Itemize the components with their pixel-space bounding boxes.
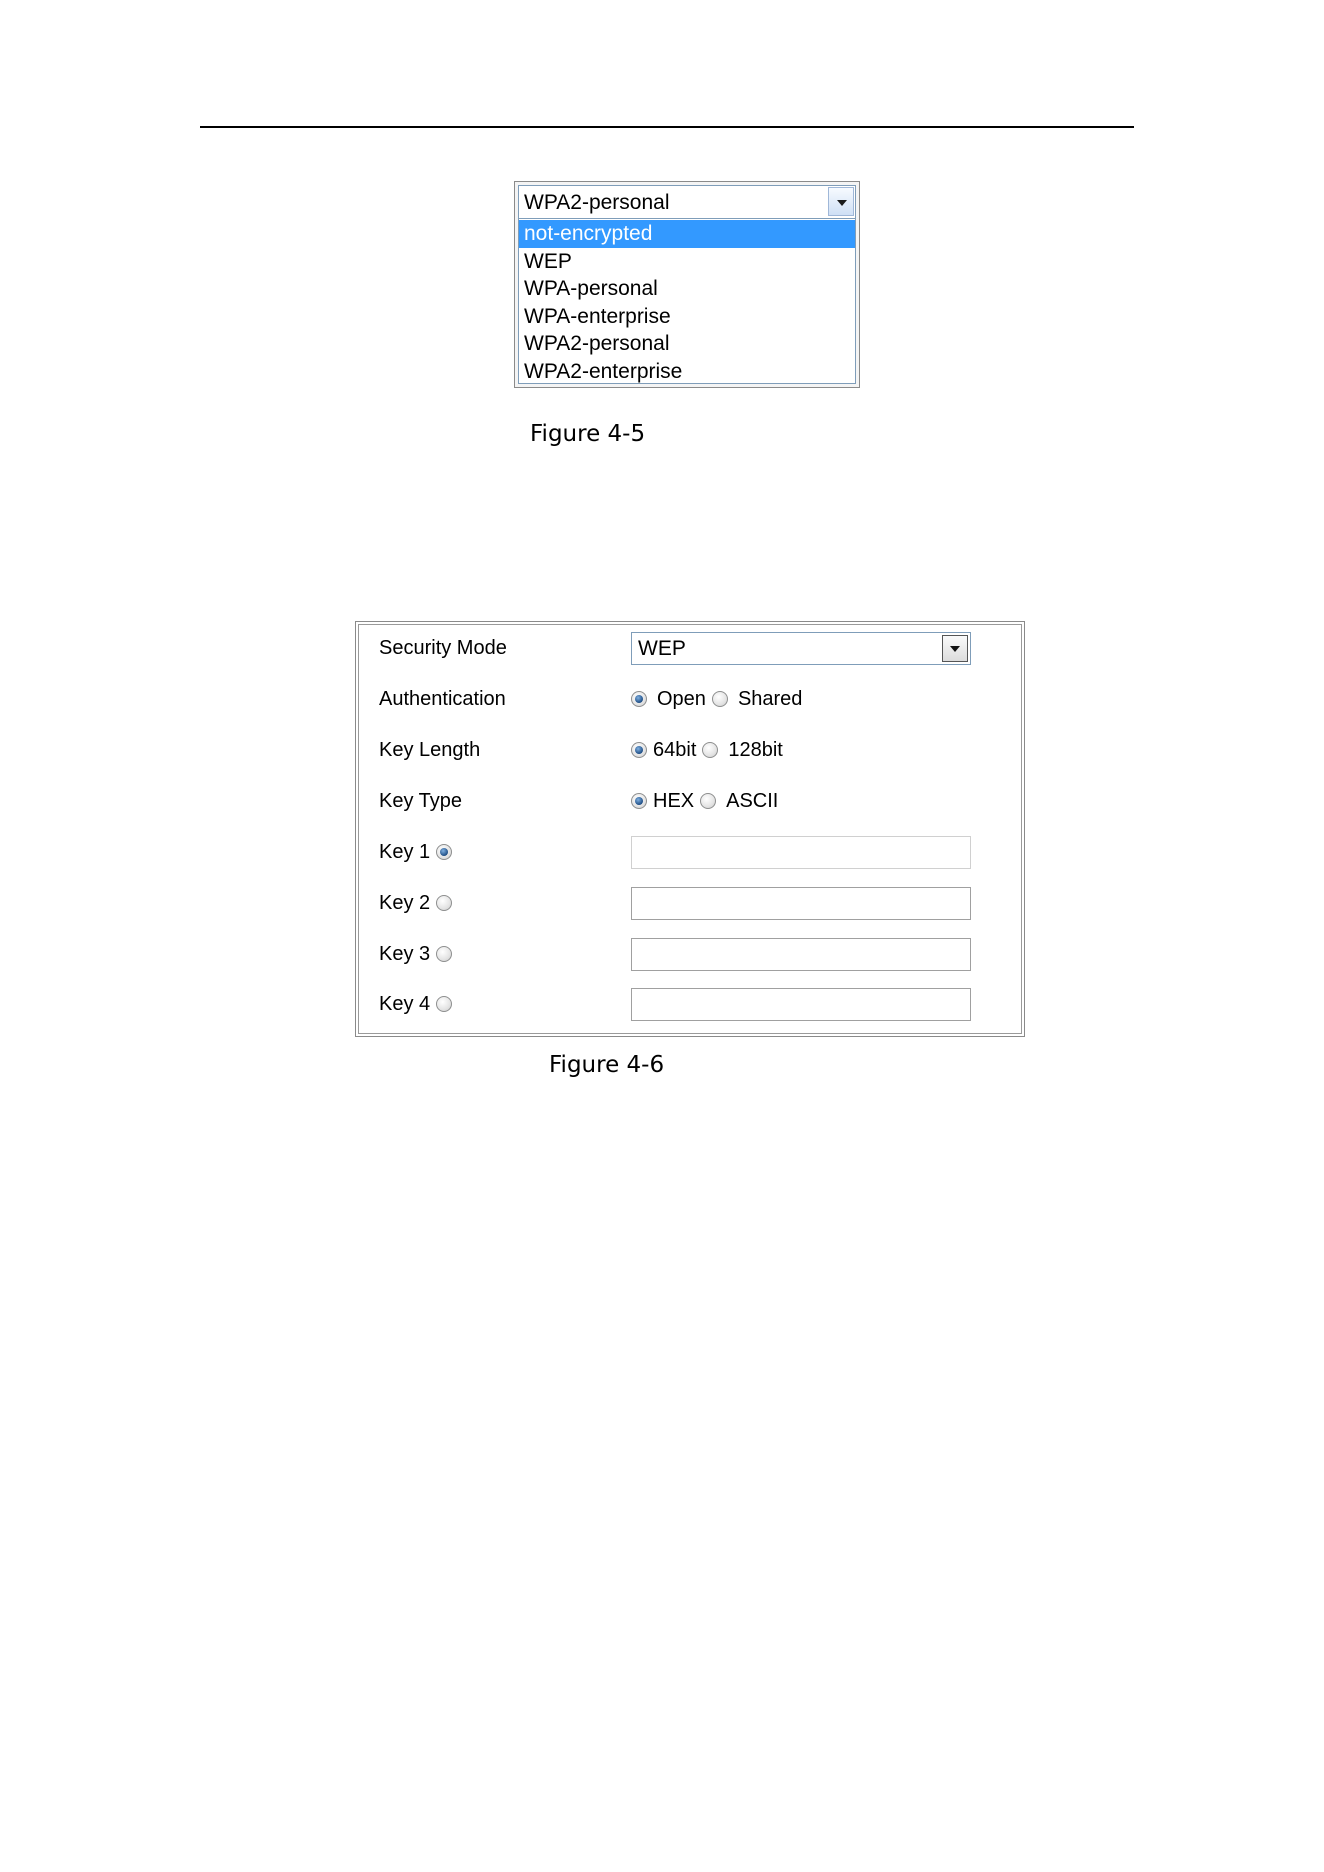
dropdown-toggle-button[interactable]: [828, 187, 854, 216]
key-type-label: Key Type: [379, 790, 463, 812]
authentication-open-label: Open: [657, 688, 706, 710]
key-4-label-group: [379, 992, 452, 1016]
authentication-shared-label: Shared: [737, 688, 803, 710]
dropdown-selected-value: WPA2-personal: [524, 191, 670, 214]
key-type-row: [359, 781, 1021, 821]
dropdown-option-wpa-enterprise[interactable]: WPA-enterprise: [524, 304, 671, 328]
chevron-down-icon: [950, 646, 960, 652]
dropdown-option-wpa-personal[interactable]: WPA-personal: [524, 277, 658, 300]
header-rule: [200, 126, 1134, 128]
key-3-radio[interactable]: [436, 946, 452, 962]
authentication-row: [359, 679, 1021, 719]
wep-settings-figure: [355, 621, 1025, 1037]
figure-caption: Figure 4-5: [530, 421, 646, 447]
key-1-input[interactable]: [631, 836, 971, 869]
key-1-row: [359, 832, 1021, 872]
security-mode-row: [359, 628, 1021, 668]
key-length-64bit-label: 64bit: [653, 739, 697, 761]
key-length-row: [359, 730, 1021, 770]
key-3-label: Key 3: [379, 943, 431, 965]
key-3-input[interactable]: [631, 938, 971, 971]
authentication-label: Authentication: [379, 688, 506, 710]
key-length-label: Key Length: [379, 739, 481, 761]
key-length-128bit-label: 128bit: [728, 739, 783, 761]
key-length-128bit-radio[interactable]: [702, 742, 718, 758]
key-2-row: [359, 883, 1021, 923]
authentication-open-radio[interactable]: [631, 691, 647, 707]
key-3-label-group: [379, 942, 452, 966]
key-2-label: Key 2: [379, 892, 431, 914]
key-type-ascii-label: ASCII: [726, 790, 779, 812]
security-mode-value: WEP: [638, 637, 686, 660]
authentication-options: [631, 681, 808, 717]
key-4-input[interactable]: [631, 988, 971, 1021]
key-1-label: Key 1: [379, 841, 431, 863]
security-mode-dropdown-figure: [514, 181, 860, 388]
security-mode-label: Security Mode: [379, 637, 507, 659]
key-2-label-group: [379, 891, 452, 915]
security-mode-toggle-button[interactable]: [942, 635, 968, 662]
key-length-options: [631, 732, 789, 768]
key-length-64bit-radio[interactable]: [631, 742, 647, 758]
chevron-down-icon: [837, 200, 847, 206]
key-type-hex-label: HEX: [653, 790, 695, 812]
key-1-radio[interactable]: [436, 844, 452, 860]
key-2-radio[interactable]: [436, 895, 452, 911]
dropdown-option-wep[interactable]: WEP: [524, 249, 572, 273]
dropdown-current-value-box[interactable]: [519, 186, 855, 219]
key-type-ascii-radio[interactable]: [700, 793, 716, 809]
key-type-options: [631, 783, 784, 819]
key-4-radio[interactable]: [436, 996, 452, 1012]
key-1-label-group: [379, 840, 452, 864]
key-4-label: Key 4: [379, 993, 431, 1015]
key-2-input[interactable]: [631, 887, 971, 920]
dropdown-option-wpa2-personal[interactable]: WPA2-personal: [524, 332, 670, 355]
figure-caption: Figure 4-6: [549, 1052, 665, 1078]
authentication-shared-radio[interactable]: [712, 691, 728, 707]
security-mode-dropdown[interactable]: [518, 185, 856, 384]
dropdown-options-list: [519, 220, 855, 385]
dropdown-option-wpa2-enterprise[interactable]: WPA2-enterprise: [524, 359, 683, 383]
key-type-hex-radio[interactable]: [631, 793, 647, 809]
security-mode-select[interactable]: [631, 632, 971, 665]
dropdown-option-not-encrypted[interactable]: not-encrypted: [519, 220, 855, 248]
key-3-row: [359, 934, 1021, 974]
wep-settings-panel: [358, 624, 1022, 1034]
key-4-row: [359, 984, 1021, 1024]
